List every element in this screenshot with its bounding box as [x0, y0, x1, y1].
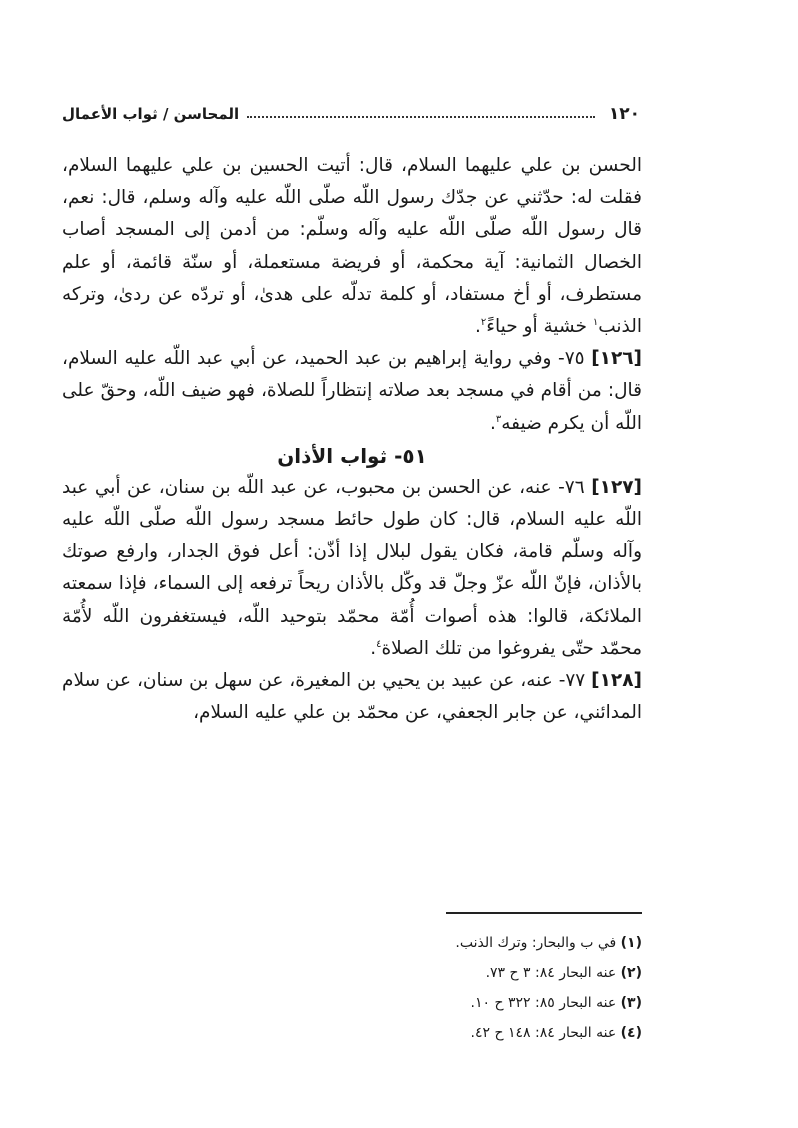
footnote-ref-1: ١: [592, 316, 599, 328]
paragraph-end: .: [475, 316, 481, 338]
paragraph-continuation: [62, 150, 642, 343]
page-number: ١٢٠: [608, 104, 640, 124]
hadith-end: .: [489, 412, 496, 434]
section-heading: ٥١- ثواب الأذان: [277, 443, 427, 468]
main-text: [62, 150, 642, 729]
hadith-text: ٧٧- عنه، عن عبيد بن يحيي بن المغيرة، عن سهل بن سنان، عن سلام المدائني، عن جابر الجعفي، عن محمّد بن علي عليه السلام،: [62, 670, 642, 724]
footnote-marker: (٤): [620, 1025, 642, 1041]
footnote-4: [300, 1018, 642, 1048]
hadith-text: ٧٥- وفي رواية إبراهيم بن عبد الحميد، عن أبي عبد اللّه عليه السلام، قال: من أقام في مسجد بعد صلاته إنتظاراً للصلاة، فهو ضيف اللّه، وحقّ على اللّه أن يكرم ضيفه: [62, 348, 642, 434]
hadith-text: ٧٦- عنه، عن الحسن بن محبوب، عن عبد اللّه بن سنان، عن أبي عبد اللّه عليه السلام، قال: كان طول حائط مسجد رسول اللّه صلّى اللّه عليه وآله وسلّم قامة، فكان يقول لبلال إذا أذّن: أعل فوق الجدار، وارفع صوتك بالأذان، فإنّ اللّه عزّ وجلّ قد وكّل بالأذان ريحاً ترفعه إلى السماء، فإذا سمعته الملائكة، قالوا: هذه أصوات أُمّة محمّد بتوحيد اللّه، فيستغفرون اللّه لأُمّة محمّد حتّى يفروغوا من تلك الصلاة: [62, 476, 642, 659]
hadith-number: [١٢٧]: [591, 476, 642, 498]
hadith-number: [١٢٨]: [591, 670, 642, 692]
hadith-number: [١٢٦]: [591, 348, 642, 370]
footnote-text: عنه البحار ٨٥: ٣٢٢ ح ١٠.: [470, 995, 621, 1011]
footnote-divider: [446, 912, 642, 914]
footnote-marker: (٣): [620, 995, 642, 1011]
footnote-marker: (١): [620, 935, 642, 951]
footnote-ref-2: ٢: [480, 316, 487, 328]
footnote-3: [300, 988, 642, 1018]
footnote-text: عنه البحار ٨٤: ٣ ح ٧٣.: [485, 965, 621, 981]
paragraph-text-tail: خشية أو حياءً: [486, 316, 593, 338]
footnote-ref-4: ٤: [376, 638, 382, 650]
footnote-ref-3: ٣: [495, 413, 502, 425]
footnotes: [300, 928, 642, 1048]
running-title: المحاسن / ثواب الأعمال: [62, 105, 240, 123]
footnote-text: في ب والبحار: وترك الذنب.: [455, 935, 621, 951]
footnote-text: عنه البحار ٨٤: ١٤٨ ح ٤٢.: [470, 1025, 621, 1041]
running-header: [62, 100, 640, 128]
hadith-end: .: [370, 637, 377, 659]
paragraph-text: الحسن بن علي عليهما السلام، قال: أتيت الحسين بن علي عليهما السلام، فقلت له: حدّثني عن جدّك رسول اللّه صلّى اللّه عليه وآله وسلم، قال: نعم، قال رسول اللّه صلّى اللّه عليه وآله وسلّم: من أدمن إلى المسجد أصاب الخصال الثمانية: آية محكمة، أو فريضة مستعملة، أو سنّة قائمة، أو علم مستطرف، أو أخ مستفاد، أو كلمة تدلّه على هدىٰ، أو تردّه عن ردىٰ، وتركه الذنب: [62, 155, 642, 338]
footnote-1: [300, 928, 642, 958]
hadith-127: [62, 472, 642, 665]
footnote-marker: (٢): [620, 965, 642, 981]
hadith-126: [62, 343, 642, 440]
header-leader-dots: [247, 116, 595, 118]
footnote-2: [300, 958, 642, 988]
hadith-128: [62, 665, 642, 729]
